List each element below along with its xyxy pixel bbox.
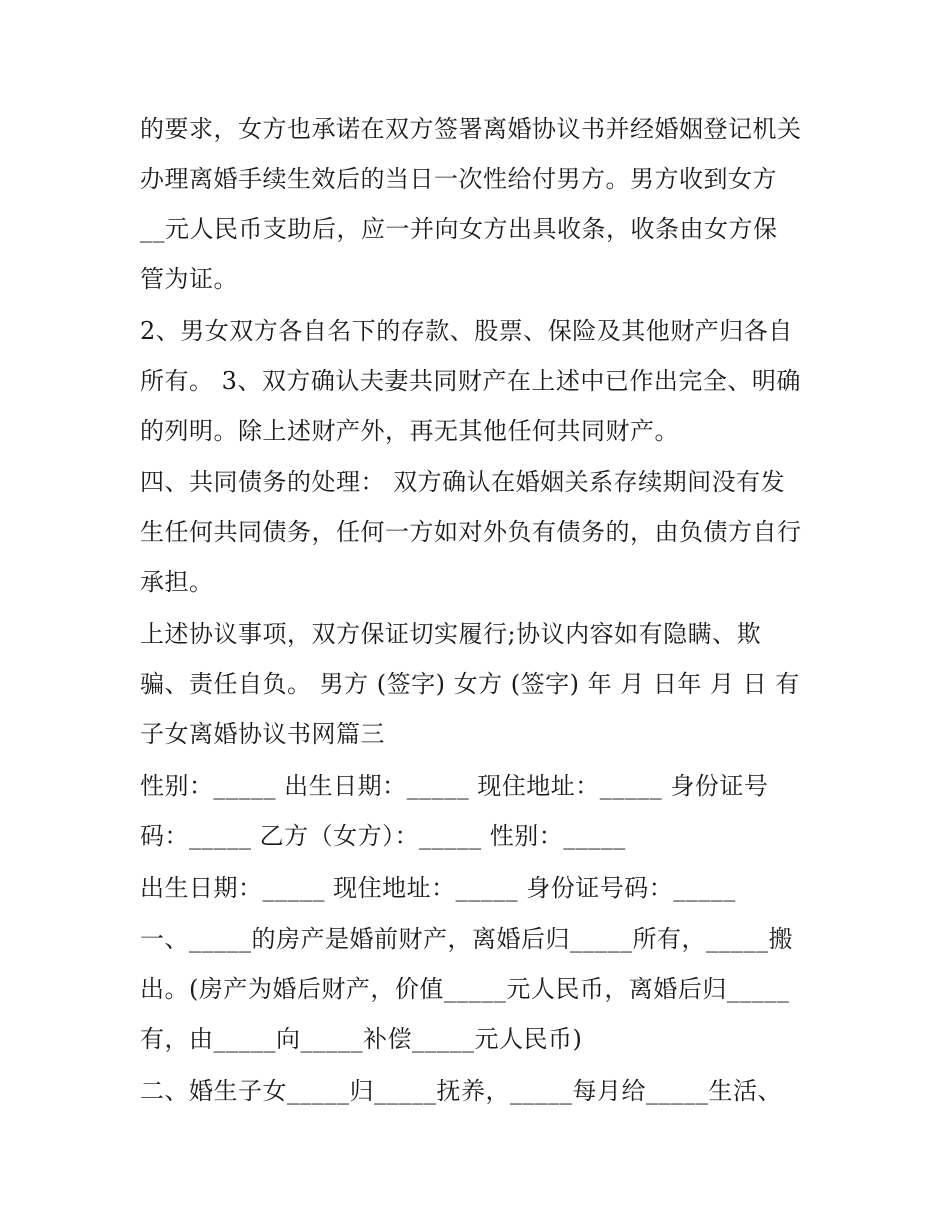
- text-line-20: 二、婚生子女_____归_____抚养，_____每月给_____生活、: [140, 1077, 782, 1105]
- text-line-4: 管为证。: [140, 265, 238, 293]
- text-line-5: 2、男女双方各自名下的存款、股票、保险及其他财产归各自: [140, 317, 793, 345]
- text-line-12: 骗、责任自负。 男方 (签字) 女方 (签字) 年 月 日年 月 日 有: [140, 670, 800, 698]
- text-line-9: 生任何共同债务，任何一方如对外负有债务的，由负债方自行: [140, 518, 802, 546]
- text-line-2: 办理离婚手续生效后的当日一次性给付男方。男方收到女方: [140, 165, 777, 193]
- text-line-7: 的列明。除上述财产外，再无其他任何共同财产。: [140, 417, 679, 445]
- text-line-14: 性别：_____ 出生日期：_____ 现住地址：_____ 身份证号: [140, 772, 769, 800]
- text-line-19: 有，由_____向_____补偿_____元人民币): [140, 1025, 583, 1053]
- text-line-13: 子女离婚协议书网篇三: [140, 720, 385, 748]
- text-line-18: 出。(房产为婚后财产，价值_____元人民币，离婚后归_____: [140, 975, 790, 1003]
- text-line-10: 承担。: [140, 568, 214, 596]
- text-line-8: 四、共同债务的处理： 双方确认在婚姻关系存续期间没有发: [140, 468, 786, 496]
- text-line-15: 码：_____ 乙方（女方）：_____ 性别：_____: [140, 822, 626, 850]
- text-line-17: 一、_____的房产是婚前财产，离婚后归_____所有，_____搬: [140, 925, 793, 953]
- text-line-1: 的要求，女方也承诺在双方签署离婚协议书并经婚姻登记机关: [140, 115, 802, 143]
- text-line-11: 上述协议事项，双方保证切实履行;协议内容如有隐瞒、欺: [140, 620, 762, 648]
- text-line-6: 所有。 3、双方确认夫妻共同财产在上述中已作出完全、明确: [140, 367, 801, 395]
- text-line-3: __元人民币支助后，应一并向女方出具收条，收条由女方保: [140, 215, 778, 243]
- text-line-16: 出生日期：_____ 现住地址：_____ 身份证号码：_____: [140, 874, 736, 902]
